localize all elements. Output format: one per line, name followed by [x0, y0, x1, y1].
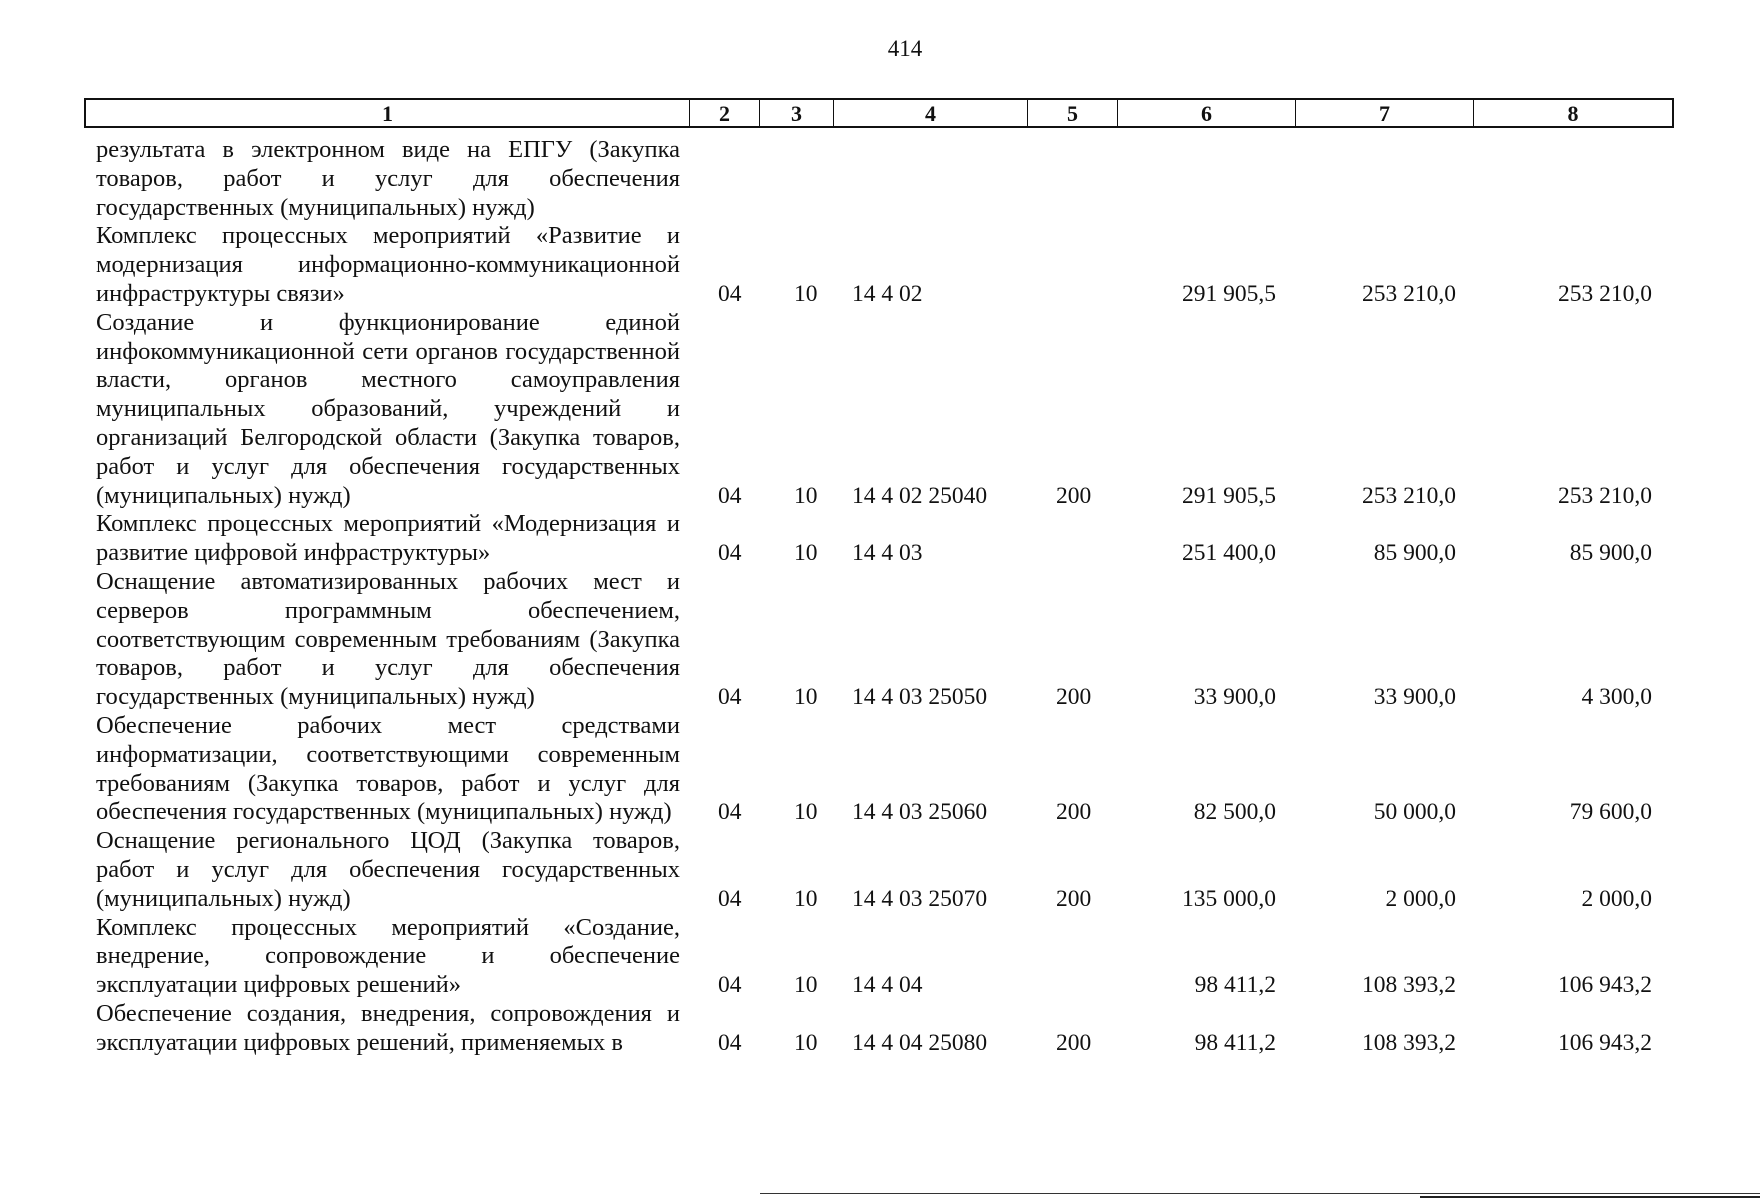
- row-description: Обеспечение создания, внедрения, сопровождения и эксплуатации цифровых решений, применяемых в: [96, 999, 680, 1056]
- cell-amount-col8: 106 943,2: [1558, 972, 1652, 999]
- page-number: 414: [887, 36, 923, 61]
- cell-amount-col7: 33 900,0: [1373, 684, 1456, 711]
- cell-amount-col8: 2 000,0: [1581, 885, 1652, 912]
- table-row: [96, 222, 1676, 308]
- cell-amount-col6: 135 000,0: [1182, 885, 1276, 912]
- cell-expense-type: 200: [1056, 885, 1092, 912]
- cell-subsection: 10: [794, 799, 818, 826]
- cell-subsection: 10: [794, 280, 818, 307]
- cell-amount-col6: 33 900,0: [1193, 684, 1276, 711]
- table-row: [96, 309, 1676, 511]
- cell-amount-col6: 251 400,0: [1182, 540, 1276, 567]
- table-body: [96, 136, 1676, 1058]
- cell-section: 04: [718, 1029, 742, 1056]
- cell-amount-col6: 98 411,2: [1194, 1029, 1276, 1056]
- cell-subsection: 10: [794, 1029, 818, 1056]
- cell-amount-col6: 291 905,5: [1182, 482, 1276, 509]
- row-description: Создание и функционирование единой инфокоммуникационной сети органов государственной власти, органов местного самоуправления муниципальных образований, учреждений и организаций Белгородской области (Закупка товаров, работ и услуг для обеспечения государственных (муниципальных) нужд): [96, 308, 680, 509]
- cell-amount-col7: 50 000,0: [1373, 799, 1456, 826]
- cell-section: 04: [718, 482, 742, 509]
- table-row: [96, 712, 1676, 827]
- row-description: Комплекс процессных мероприятий «Модернизация и развитие цифровой инфраструктуры»: [96, 510, 680, 567]
- table-row: [96, 1000, 1676, 1058]
- cell-section: 04: [718, 885, 742, 912]
- row-description: результата в электронном виде на ЕПГУ (Закупка товаров, работ и услуг для обеспечения государственных (муниципальных) нужд): [96, 136, 680, 221]
- cell-section: 04: [718, 540, 742, 567]
- cell-amount-col6: 98 411,2: [1194, 972, 1276, 999]
- cell-target-article: 14 4 03: [852, 540, 923, 567]
- cell-amount-col8: 253 210,0: [1558, 482, 1652, 509]
- footer-rule-bold: [1420, 1196, 1760, 1198]
- cell-expense-type: 200: [1056, 1029, 1092, 1056]
- cell-target-article: 14 4 04: [852, 972, 923, 999]
- cell-subsection: 10: [794, 972, 818, 999]
- cell-subsection: 10: [794, 540, 818, 567]
- header-col-8: 8: [1567, 101, 1579, 126]
- cell-amount-col8: 79 600,0: [1569, 799, 1652, 826]
- cell-target-article: 14 4 03 25060: [852, 799, 988, 826]
- cell-target-article: 14 4 02 25040: [852, 482, 988, 509]
- cell-amount-col8: 253 210,0: [1558, 280, 1652, 307]
- header-col-4: 4: [834, 100, 1028, 126]
- cell-section: 04: [718, 684, 742, 711]
- cell-section: 04: [718, 799, 742, 826]
- header-col-1: 1: [86, 100, 690, 126]
- cell-expense-type: 200: [1056, 684, 1092, 711]
- header-col-6: 6: [1118, 100, 1296, 126]
- cell-section: 04: [718, 972, 742, 999]
- table-row: [96, 914, 1676, 1000]
- table-row: [96, 136, 1676, 222]
- cell-target-article: 14 4 03 25070: [852, 885, 988, 912]
- cell-section: 04: [718, 280, 742, 307]
- cell-amount-col6: 82 500,0: [1193, 799, 1276, 826]
- cell-target-article: 14 4 04 25080: [852, 1029, 988, 1056]
- table-row: [96, 827, 1676, 913]
- table-header: [84, 98, 1674, 128]
- header-col-7: 7: [1296, 100, 1474, 126]
- cell-amount-col7: 253 210,0: [1362, 280, 1456, 307]
- cell-amount-col8: 4 300,0: [1581, 684, 1652, 711]
- cell-expense-type: 200: [1056, 482, 1092, 509]
- cell-amount-col7: 85 900,0: [1373, 540, 1456, 567]
- row-description: Комплекс процессных мероприятий «Создание, внедрение, сопровождение и обеспечение эксплуатации цифровых решений»: [96, 913, 680, 999]
- cell-target-article: 14 4 02: [852, 280, 923, 307]
- table-row: [96, 510, 1676, 568]
- cell-subsection: 10: [794, 482, 818, 509]
- row-description: Обеспечение рабочих мест средствами информатизации, соответствующими современным требованиям (Закупка товаров, работ и услуг для обеспечения государственных (муниципальных) нужд): [96, 711, 680, 826]
- cell-amount-col7: 108 393,2: [1362, 1029, 1456, 1056]
- cell-amount-col7: 253 210,0: [1362, 482, 1456, 509]
- cell-amount-col7: 108 393,2: [1362, 972, 1456, 999]
- cell-expense-type: 200: [1056, 799, 1092, 826]
- row-description: Комплекс процессных мероприятий «Развитие и модернизация информационно-коммуникационной инфраструктуры связи»: [96, 222, 680, 307]
- cell-subsection: 10: [794, 885, 818, 912]
- cell-target-article: 14 4 03 25050: [852, 684, 988, 711]
- footer-rule: [760, 1193, 1760, 1194]
- cell-amount-col6: 291 905,5: [1182, 280, 1276, 307]
- row-description: Оснащение регионального ЦОД (Закупка товаров, работ и услуг для обеспечения государственных (муниципальных) нужд): [96, 827, 680, 912]
- cell-subsection: 10: [794, 684, 818, 711]
- cell-amount-col8: 106 943,2: [1558, 1029, 1652, 1056]
- header-col-5: 5: [1028, 100, 1118, 126]
- header-col-3: 3: [760, 100, 834, 126]
- header-col-2: 2: [690, 100, 760, 126]
- table-row: [96, 568, 1676, 712]
- row-description: Оснащение автоматизированных рабочих мест и серверов программным обеспечением, соответствующим современным требованиям (Закупка товаров, работ и услуг для обеспечения государственных (муниципальных) нужд): [96, 567, 680, 711]
- cell-amount-col8: 85 900,0: [1569, 540, 1652, 567]
- cell-amount-col7: 2 000,0: [1385, 885, 1456, 912]
